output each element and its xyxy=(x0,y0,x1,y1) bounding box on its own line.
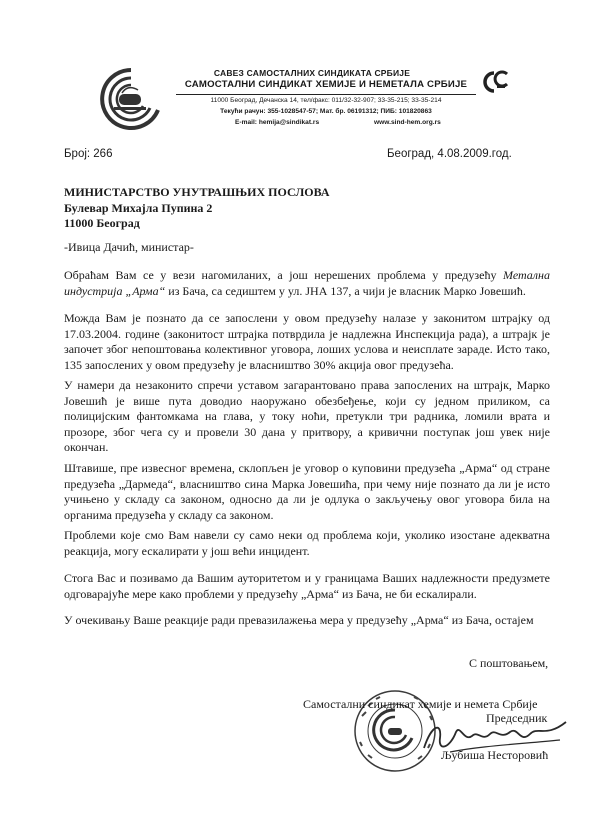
paragraph-6: Стога Вас и позивамо да Вашим ауторитетом и у границама Ваших надлежности предузмете одговарајуће мере како проблеми у предузећу „Арма“ из Бача, не би ескалирали. xyxy=(64,571,550,601)
paragraph-2: Можда Вам је познато да се запослени у овом предузећу налазе у законитом штрајку од 17.03.2004. године (законитост штрајка потврдила је надлежна Инспекција рада), а штрајк је започет због непоштовања колективног уговора, лоших услова и неисплате зараде. Исто тако, 135 запослених у овом предузећу је власништво 30% акција овог предузећа. xyxy=(64,311,550,372)
ssss-logo-icon xyxy=(480,70,510,94)
paragraph-7: У очекивању Ваше реакције ради превазилажења мера у предузећу „Арма“ из Бача, остајем xyxy=(64,613,534,627)
union-account-info: Текући рачун: 355-1028547-57; Мат. бр. 06191312; ПИБ: 101820863 xyxy=(220,108,432,115)
paragraph-3: У намери да незаконито спречи уставом загарантовано права запослених на штрајк, Марко Јовешић је више пута доводио наоружано обезбеђење, који су једном приликом, са полицијским фантомкама на глава, у току ноћи, претукли три радника, ломили врата и прозоре, због чега су и провели 30 дана у притвору, а кривични поступак још увек није окончан. xyxy=(64,378,550,455)
paragraph-1-text-b: из Бача, са седиштем у ул. ЈНА 137, а чији је власник Марко Јовешић. xyxy=(165,283,526,298)
paragraph-1 xyxy=(64,268,550,299)
company-name: Метална индустрија „Арма“ xyxy=(64,268,550,298)
union-website: www.sind-hem.org.rs xyxy=(374,119,441,126)
header-divider xyxy=(176,94,476,95)
union-address: 11000 Београд, Дечанска 14, тел/факс: 011/32-32-907; 33-35-215; 33-35-214 xyxy=(210,97,442,104)
union-logo-icon xyxy=(92,66,170,132)
recipient-ministry: МИНИСТАРСТВО УНУТРАШЊИХ ПОСЛОВА xyxy=(64,185,330,199)
federation-name: САВЕЗ САМОСТАЛНИХ СИНДИКАТА СРБИЈЕ xyxy=(213,68,411,78)
document-place-date: Београд, 4.08.2009.год. xyxy=(387,148,512,160)
recipient-city: 11000 Београд xyxy=(64,216,140,230)
signatory-name: Љубиша Несторовић xyxy=(441,748,549,762)
signatory-organization: Самостални синдикат хемије и немета Србије xyxy=(303,697,538,711)
paragraph-5: Проблеми које смо Вам навели су само неки од проблема који, уколико изостане адекватна реакција, могу ескалирати у још већи инцидент. xyxy=(64,528,550,558)
union-name: САМОСТАЛНИ СИНДИКАТ ХЕМИЈЕ И НЕМЕТАЛА СРБИЈЕ xyxy=(184,79,468,90)
closing-regards: С поштовањем, xyxy=(469,656,549,670)
salutation: -Ивица Дачић, министар- xyxy=(64,240,194,254)
signatory-title: Председник xyxy=(486,711,548,725)
document-number: Број: 266 xyxy=(64,148,113,160)
recipient-block xyxy=(64,185,330,232)
recipient-street: Булевар Михајла Пупина 2 xyxy=(64,200,213,215)
paragraph-1-text-a: Обраћам Вам се у вези нагомиланих, а још нерешених проблема у предузећу xyxy=(64,268,503,282)
paragraph-4: Штавише, пре извесног времена, склопљен је уговор о куповини предузећа „Арма“ од стране предузећа „Дармеда“, власништво сина Марка Јовешића, при чему није познато да ли је исто учињено у складу са законом, односно да ли је одлука о закључењу овог уговора била на органима предузећа у складу са законом. xyxy=(64,461,550,522)
union-email: E-mail: hemija@sindikat.rs xyxy=(235,119,320,126)
